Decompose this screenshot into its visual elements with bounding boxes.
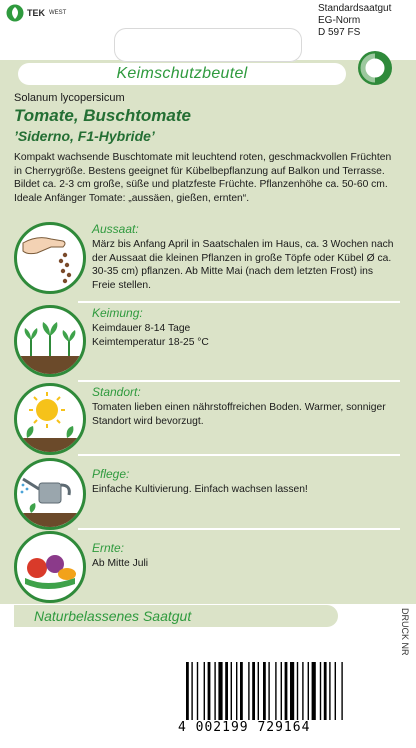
barcode-bar bbox=[263, 662, 266, 720]
barcode-bar bbox=[297, 662, 298, 720]
barcode-bar bbox=[186, 662, 189, 720]
barcode-bar bbox=[218, 662, 222, 720]
barcode-bar bbox=[225, 662, 228, 720]
section-title: Keimung: bbox=[92, 306, 143, 320]
barcode-bar bbox=[214, 662, 215, 720]
standard-info bbox=[318, 3, 410, 39]
barcode-bar bbox=[275, 662, 276, 720]
print-number-label: DRUCK NR bbox=[400, 608, 410, 656]
barcode-bar bbox=[204, 662, 205, 720]
barcode-bar bbox=[281, 662, 282, 720]
divider bbox=[78, 528, 400, 530]
product-title: Tomate, Buschtomate bbox=[14, 106, 191, 125]
section-germination bbox=[92, 306, 398, 349]
standard-line-1: Standardsaatgut bbox=[318, 3, 392, 14]
divider bbox=[78, 301, 400, 303]
brand-name: TEK bbox=[27, 8, 45, 18]
leaf-logo-icon bbox=[6, 4, 24, 22]
standard-line-3: D 597 FS bbox=[318, 27, 361, 38]
section-title: Ernte: bbox=[92, 541, 125, 555]
section-text: Ab Mitte Juli bbox=[92, 558, 149, 569]
germination-icon-circle bbox=[14, 305, 86, 377]
care-icon-circle bbox=[14, 458, 86, 530]
barcode-bar bbox=[258, 662, 259, 720]
section-care bbox=[92, 467, 398, 497]
green-dot-recycle-icon bbox=[357, 50, 393, 86]
barcode-bar bbox=[341, 662, 342, 720]
section-harvest bbox=[92, 541, 398, 571]
barcode-bar bbox=[324, 662, 327, 720]
section-title: Standort: bbox=[92, 385, 141, 399]
sowing-icon-circle bbox=[14, 222, 86, 294]
sun-plants-icon bbox=[17, 386, 83, 452]
barcode-bar bbox=[308, 662, 309, 720]
section-text: März bis Anfang April in Saatschalen im Haus, ca. 3 Wochen nach der Aussaat die kleinen Pflanzen in große Töpfe oder Kübel Ø ca. 30-35 cm) pflanzen. Ab Mitte Mai (nach dem letzten Frost) ins Freie stellen. bbox=[92, 239, 394, 291]
section-text: Einfache Kultivierung. Einfach wachsen lassen! bbox=[92, 484, 308, 495]
section-text: Tomaten lieben einen nährstoffreichen Boden. Warmer, sonniger Standort wird bevorzugt. bbox=[92, 402, 386, 427]
barcode-bar bbox=[252, 662, 255, 720]
section-text: Keimdauer 8-14 Tage Keimtemperatur 18-25 °C bbox=[92, 323, 209, 348]
section-location bbox=[92, 385, 398, 428]
keimschutz-title: Keimschutzbeutel bbox=[116, 65, 248, 82]
barcode-bar bbox=[268, 662, 269, 720]
barcode-bar bbox=[302, 662, 303, 720]
barcode-bar bbox=[312, 662, 316, 720]
seedlings-icon bbox=[17, 308, 83, 374]
vegetables-icon bbox=[17, 534, 83, 600]
barcode-bar bbox=[248, 662, 249, 720]
brand-sub: WEST bbox=[49, 10, 67, 16]
location-icon-circle bbox=[14, 383, 86, 455]
barcode-bar bbox=[335, 662, 336, 720]
section-title: Aussaat: bbox=[92, 222, 139, 236]
variety-name: ’Siderno, F1-Hybride’ bbox=[14, 128, 155, 144]
packet-window bbox=[114, 28, 302, 62]
section-sowing bbox=[92, 222, 398, 292]
barcode-bar bbox=[290, 662, 294, 720]
watering-can-icon bbox=[17, 461, 83, 527]
standard-line-2: EG-Norm bbox=[318, 15, 361, 26]
barcode-bar bbox=[197, 662, 198, 720]
barcode-digits: 4 002199 729164 bbox=[178, 720, 311, 735]
barcode-bar bbox=[285, 662, 288, 720]
barcode bbox=[184, 662, 384, 720]
slogan: Naturbelassenes Saatgut bbox=[34, 608, 192, 624]
barcode-bar bbox=[191, 662, 192, 720]
latin-name: Solanum lycopersicum bbox=[14, 92, 125, 104]
product-description: Kompakt wachsende Buschtomate mit leuchtend roten, geschmackvollen Früchten in Cherrygröße. Bestens geeignet für Kübelbepflanzung auf Balkon und Terrasse. Bildet ca. 2-3 cm große, süße und platzfeste Früchte. Pflanzenhöhe ca. 50-60 cm. Ideale Anfänger Tomate: „aussäen, gießen, ernten“. bbox=[14, 152, 392, 204]
harvest-icon-circle bbox=[14, 531, 86, 603]
barcode-bar bbox=[231, 662, 232, 720]
section-title: Pflege: bbox=[92, 467, 130, 481]
hand-sowing-icon bbox=[17, 225, 83, 291]
barcode-bar bbox=[320, 662, 321, 720]
divider bbox=[78, 454, 400, 456]
divider bbox=[78, 380, 400, 382]
barcode-bar bbox=[329, 662, 330, 720]
barcode-bar bbox=[208, 662, 211, 720]
barcode-bar bbox=[236, 662, 237, 720]
barcode-bar bbox=[240, 662, 243, 720]
brand-logo bbox=[6, 4, 66, 22]
